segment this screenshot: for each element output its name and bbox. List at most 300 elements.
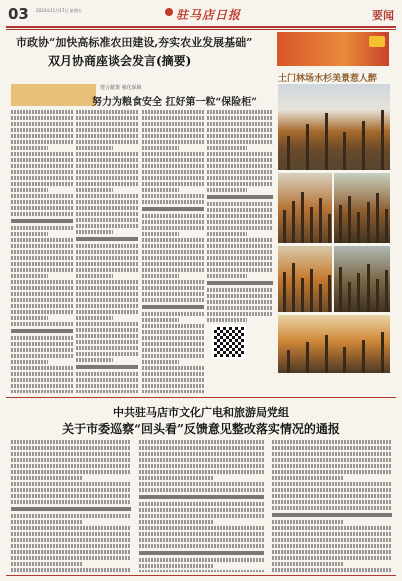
text-line bbox=[76, 200, 138, 204]
text-column-2 bbox=[76, 110, 138, 393]
footer-rule bbox=[6, 575, 396, 576]
text-line bbox=[207, 170, 273, 174]
tree-trunk bbox=[357, 212, 360, 244]
main-subheadline: 双月协商座谈会发言(摘要) bbox=[48, 54, 192, 68]
text-line bbox=[142, 146, 179, 150]
text-line bbox=[207, 250, 273, 254]
page-number: 03 bbox=[8, 5, 29, 23]
bottom-text-column-1 bbox=[11, 440, 131, 572]
text-line bbox=[11, 550, 131, 554]
text-line bbox=[272, 482, 392, 486]
text-line bbox=[142, 384, 204, 388]
text-line bbox=[142, 354, 204, 358]
text-line bbox=[272, 446, 392, 450]
text-line bbox=[76, 218, 138, 222]
text-line bbox=[142, 298, 204, 302]
tree-trunk bbox=[301, 192, 304, 243]
text-line bbox=[207, 146, 247, 150]
text-line bbox=[272, 488, 392, 492]
text-line bbox=[142, 122, 204, 126]
text-line bbox=[207, 134, 273, 138]
banner-ad bbox=[277, 32, 389, 66]
text-line bbox=[142, 330, 204, 334]
qr-code bbox=[212, 325, 246, 359]
text-line bbox=[142, 324, 204, 328]
text-line bbox=[142, 250, 204, 254]
text-line bbox=[207, 208, 273, 212]
text-line bbox=[142, 164, 204, 168]
text-line bbox=[139, 532, 264, 536]
tree-trunk bbox=[306, 124, 309, 170]
text-line bbox=[139, 520, 214, 524]
tree-trunk bbox=[343, 132, 346, 170]
date-info: 2023年11月17日 星期五 bbox=[36, 8, 82, 13]
text-line bbox=[142, 110, 204, 114]
text-line bbox=[11, 140, 73, 144]
text-line bbox=[11, 446, 131, 450]
text-line bbox=[207, 268, 273, 272]
tree-trunk bbox=[385, 209, 388, 243]
tree-trunk bbox=[328, 214, 331, 243]
text-line bbox=[76, 334, 138, 338]
text-line bbox=[11, 562, 83, 566]
text-line bbox=[142, 194, 204, 198]
text-line bbox=[142, 207, 204, 211]
text-line bbox=[11, 464, 131, 468]
tree-trunk bbox=[367, 264, 370, 312]
text-line bbox=[272, 500, 392, 504]
text-line bbox=[272, 520, 344, 524]
text-line bbox=[207, 294, 273, 298]
bottom-headline-2: 关于市委巡察“回头看”反馈意见整改落实情况的通报 bbox=[62, 422, 340, 436]
text-line bbox=[76, 268, 138, 272]
newspaper-logo: 驻马店日报 bbox=[176, 8, 242, 22]
text-line bbox=[11, 128, 73, 132]
text-line bbox=[142, 226, 204, 230]
text-line bbox=[272, 464, 392, 468]
tree-trunk bbox=[328, 275, 331, 312]
text-line bbox=[207, 256, 273, 260]
tree-trunk bbox=[357, 273, 360, 312]
text-line bbox=[142, 214, 204, 218]
text-line bbox=[207, 288, 273, 292]
flag-icon bbox=[369, 36, 385, 47]
text-line bbox=[11, 304, 73, 308]
text-line bbox=[11, 322, 73, 326]
tree-trunk bbox=[348, 282, 351, 312]
header-rule bbox=[6, 26, 396, 28]
text-line bbox=[76, 188, 113, 192]
text-line bbox=[11, 476, 83, 480]
photo-metasequoia-main bbox=[278, 84, 390, 170]
text-line bbox=[142, 305, 204, 309]
text-line bbox=[76, 274, 113, 278]
text-line bbox=[207, 238, 273, 242]
text-line bbox=[11, 286, 73, 290]
text-line bbox=[11, 256, 73, 260]
lead-summary-box bbox=[11, 84, 96, 106]
tree-trunk bbox=[292, 201, 295, 243]
text-line bbox=[11, 342, 73, 346]
text-line bbox=[207, 128, 273, 132]
sidebar-title: 土门林场水杉美景惹人醉 bbox=[278, 74, 378, 84]
text-line bbox=[142, 140, 204, 144]
text-line bbox=[207, 122, 273, 126]
text-line bbox=[11, 544, 131, 548]
text-line bbox=[11, 122, 73, 126]
text-line bbox=[76, 346, 138, 350]
text-line bbox=[142, 220, 204, 224]
tree-trunk bbox=[301, 278, 304, 312]
bottom-text-column-3 bbox=[272, 440, 392, 572]
text-line bbox=[142, 342, 204, 346]
text-line bbox=[207, 182, 273, 186]
tree-trunk bbox=[306, 342, 309, 373]
text-line bbox=[11, 274, 48, 278]
text-line bbox=[207, 300, 273, 304]
text-line bbox=[142, 372, 204, 376]
text-line bbox=[207, 195, 273, 199]
text-line bbox=[76, 292, 138, 296]
text-line bbox=[11, 440, 131, 444]
text-line bbox=[11, 170, 73, 174]
tree-trunk bbox=[362, 340, 365, 373]
text-line bbox=[76, 390, 138, 393]
text-line bbox=[76, 152, 138, 156]
text-line bbox=[76, 176, 138, 180]
text-line bbox=[272, 538, 392, 542]
text-line bbox=[142, 318, 179, 322]
text-line bbox=[76, 212, 138, 216]
text-line bbox=[11, 348, 73, 352]
text-line bbox=[76, 365, 138, 369]
text-line bbox=[139, 514, 264, 518]
text-line bbox=[11, 219, 73, 223]
text-line bbox=[11, 568, 131, 572]
text-line bbox=[11, 292, 73, 296]
text-line bbox=[142, 262, 204, 266]
text-line bbox=[207, 176, 273, 180]
photo-metasequoia-3 bbox=[334, 173, 390, 243]
text-line bbox=[11, 556, 131, 560]
text-line bbox=[139, 538, 264, 542]
text-line bbox=[11, 158, 73, 162]
text-line bbox=[142, 182, 204, 186]
text-line bbox=[142, 232, 179, 236]
text-line bbox=[139, 502, 264, 506]
text-line bbox=[207, 152, 273, 156]
photo-metasequoia-4 bbox=[278, 246, 332, 312]
text-line bbox=[139, 488, 264, 492]
text-line bbox=[11, 194, 73, 198]
tree-trunk bbox=[283, 210, 286, 243]
text-line bbox=[11, 494, 131, 498]
photo-metasequoia-2 bbox=[278, 173, 332, 243]
text-line bbox=[76, 194, 138, 198]
text-line bbox=[142, 312, 204, 316]
text-line bbox=[11, 298, 73, 302]
text-line bbox=[142, 256, 204, 260]
text-line bbox=[76, 110, 138, 114]
text-line bbox=[76, 358, 113, 362]
tree-trunk bbox=[339, 205, 342, 243]
text-line bbox=[76, 378, 138, 382]
text-line bbox=[11, 116, 73, 120]
text-line bbox=[76, 244, 138, 248]
text-line bbox=[11, 262, 73, 266]
text-line bbox=[11, 329, 73, 333]
text-line bbox=[11, 507, 131, 511]
text-line bbox=[207, 116, 273, 120]
text-line bbox=[11, 452, 131, 456]
text-line bbox=[76, 328, 138, 332]
text-line bbox=[11, 310, 73, 314]
text-line bbox=[76, 286, 138, 290]
text-line bbox=[76, 230, 113, 234]
text-line bbox=[207, 188, 247, 192]
text-line bbox=[207, 274, 247, 278]
text-line bbox=[11, 176, 73, 180]
text-line bbox=[272, 556, 392, 560]
tree-trunk bbox=[287, 350, 290, 373]
tree-trunk bbox=[348, 196, 351, 243]
text-line bbox=[76, 250, 138, 254]
text-line bbox=[142, 158, 204, 162]
text-line bbox=[207, 244, 273, 248]
main-headline: 市政协“加快高标准农田建设,夯实农业发展基础” bbox=[16, 36, 253, 49]
text-line bbox=[76, 182, 138, 186]
text-line bbox=[142, 280, 204, 284]
text-line bbox=[142, 274, 179, 278]
text-line bbox=[11, 366, 73, 370]
text-line bbox=[272, 532, 392, 536]
page-header bbox=[6, 4, 396, 26]
text-line bbox=[76, 262, 138, 266]
text-line bbox=[11, 238, 73, 242]
text-line bbox=[142, 170, 204, 174]
text-line bbox=[11, 268, 73, 272]
section-tag: 要闻 bbox=[372, 9, 394, 22]
text-line bbox=[76, 134, 138, 138]
tree-trunk bbox=[319, 284, 322, 312]
text-line bbox=[139, 482, 264, 486]
text-line bbox=[11, 390, 73, 393]
text-line bbox=[142, 336, 204, 340]
text-line bbox=[76, 310, 138, 314]
article-byline: 建言献策 强化保障 bbox=[100, 85, 142, 91]
text-line bbox=[272, 476, 344, 480]
text-line bbox=[142, 360, 179, 364]
tree-trunk bbox=[292, 263, 295, 312]
text-line bbox=[76, 170, 138, 174]
text-line bbox=[76, 280, 138, 284]
text-line bbox=[11, 514, 131, 518]
text-line bbox=[207, 140, 273, 144]
text-column-3 bbox=[142, 110, 204, 393]
tree-trunk bbox=[319, 198, 322, 243]
text-line bbox=[11, 526, 131, 530]
text-line bbox=[11, 212, 73, 216]
tree-trunk bbox=[325, 113, 328, 170]
text-line bbox=[272, 568, 392, 572]
text-line bbox=[11, 538, 131, 542]
text-line bbox=[11, 378, 73, 382]
header-rule-thin bbox=[6, 29, 396, 30]
tree-trunk bbox=[283, 272, 286, 312]
tree-trunk bbox=[376, 193, 379, 243]
text-line bbox=[11, 458, 131, 462]
text-line bbox=[142, 268, 204, 272]
text-line bbox=[76, 206, 138, 210]
text-line bbox=[207, 306, 273, 310]
text-line bbox=[142, 152, 204, 156]
text-line bbox=[11, 354, 73, 358]
text-line bbox=[76, 304, 138, 308]
text-line bbox=[207, 110, 273, 114]
text-line bbox=[11, 226, 73, 230]
text-line bbox=[76, 122, 138, 126]
tree-trunk bbox=[325, 335, 328, 373]
text-line bbox=[139, 564, 214, 568]
tree-trunk bbox=[339, 267, 342, 312]
text-line bbox=[207, 281, 273, 285]
text-line bbox=[142, 128, 204, 132]
text-line bbox=[142, 366, 204, 370]
text-line bbox=[76, 340, 138, 344]
text-line bbox=[76, 116, 138, 120]
text-line bbox=[11, 146, 48, 150]
text-line bbox=[11, 188, 48, 192]
text-line bbox=[76, 128, 138, 132]
text-line bbox=[142, 390, 204, 393]
text-line bbox=[11, 134, 73, 138]
text-line bbox=[11, 384, 73, 388]
text-line bbox=[11, 488, 131, 492]
text-line bbox=[272, 494, 392, 498]
text-line bbox=[11, 336, 73, 340]
text-line bbox=[139, 570, 264, 572]
text-line bbox=[11, 164, 73, 168]
text-line bbox=[11, 182, 73, 186]
bottom-headline-1: 中共驻马店市文化广电和旅游局党组 bbox=[113, 406, 289, 419]
text-line bbox=[76, 146, 113, 150]
text-line bbox=[76, 352, 138, 356]
text-line bbox=[142, 176, 204, 180]
text-line bbox=[139, 508, 264, 512]
text-line bbox=[142, 378, 204, 382]
tree-trunk bbox=[343, 347, 346, 373]
text-line bbox=[272, 506, 392, 510]
text-line bbox=[76, 256, 138, 260]
text-line bbox=[139, 495, 264, 499]
tree-trunk bbox=[385, 270, 388, 312]
text-line bbox=[207, 312, 273, 316]
text-line bbox=[76, 384, 138, 388]
text-line bbox=[76, 237, 138, 241]
text-line bbox=[139, 458, 264, 462]
text-line bbox=[139, 470, 264, 474]
text-line bbox=[11, 470, 131, 474]
text-line bbox=[11, 232, 48, 236]
tree-trunk bbox=[381, 110, 384, 170]
text-line bbox=[272, 513, 392, 517]
text-line bbox=[139, 558, 264, 562]
text-line bbox=[76, 298, 138, 302]
text-line bbox=[142, 348, 204, 352]
text-line bbox=[11, 200, 73, 204]
text-line bbox=[272, 562, 344, 566]
text-line bbox=[139, 476, 214, 480]
text-column-4 bbox=[207, 110, 273, 322]
photo-metasequoia-6 bbox=[278, 315, 390, 373]
text-line bbox=[76, 322, 138, 326]
text-line bbox=[76, 224, 138, 228]
text-line bbox=[272, 470, 392, 474]
text-line bbox=[11, 500, 131, 504]
text-line bbox=[207, 318, 247, 322]
photo-metasequoia-5 bbox=[334, 246, 390, 312]
text-line bbox=[272, 550, 392, 554]
text-line bbox=[139, 544, 264, 548]
text-line bbox=[76, 316, 113, 320]
text-line bbox=[142, 134, 204, 138]
text-line bbox=[142, 244, 204, 248]
text-line bbox=[11, 250, 73, 254]
text-line bbox=[272, 440, 392, 444]
text-line bbox=[142, 286, 204, 290]
text-line bbox=[11, 244, 73, 248]
section-divider bbox=[6, 397, 396, 398]
text-line bbox=[11, 110, 73, 114]
text-line bbox=[207, 220, 273, 224]
article-subtitle: 努力为粮食安全 扛好第一粒“保险柜” bbox=[92, 97, 257, 108]
text-line bbox=[11, 316, 48, 320]
text-line bbox=[207, 262, 273, 266]
bottom-text-column-2 bbox=[139, 440, 264, 572]
text-line bbox=[11, 206, 73, 210]
tree-trunk bbox=[287, 136, 290, 170]
text-line bbox=[272, 458, 392, 462]
text-line bbox=[76, 164, 138, 168]
text-line bbox=[272, 544, 392, 548]
text-line bbox=[142, 188, 179, 192]
text-line bbox=[11, 152, 73, 156]
text-line bbox=[139, 452, 264, 456]
text-line bbox=[11, 372, 73, 376]
text-line bbox=[76, 140, 138, 144]
text-line bbox=[11, 520, 83, 524]
text-line bbox=[207, 202, 273, 206]
tree-trunk bbox=[310, 269, 313, 312]
text-line bbox=[207, 158, 273, 162]
text-line bbox=[142, 238, 204, 242]
tree-trunk bbox=[376, 279, 379, 312]
logo-icon bbox=[165, 8, 173, 16]
tree-trunk bbox=[310, 207, 313, 243]
text-column-1 bbox=[11, 110, 73, 393]
text-line bbox=[76, 372, 138, 376]
text-line bbox=[272, 452, 392, 456]
text-line bbox=[142, 200, 204, 204]
text-line bbox=[139, 464, 264, 468]
text-line bbox=[207, 164, 273, 168]
text-line bbox=[139, 551, 264, 555]
text-line bbox=[11, 482, 131, 486]
tree-trunk bbox=[381, 332, 384, 373]
text-line bbox=[139, 446, 264, 450]
text-line bbox=[272, 526, 392, 530]
text-line bbox=[207, 214, 273, 218]
